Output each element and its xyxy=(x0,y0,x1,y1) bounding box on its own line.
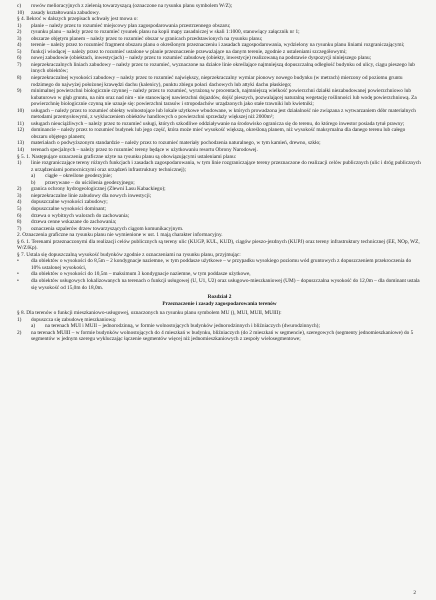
list-item-number: 9) xyxy=(17,88,22,95)
list-item-number: • xyxy=(17,258,19,265)
paragraph-5-1: § 5. 1. Następujące oznaczenia graficzne użyte na rysunku planu są obowiązującymi ustaleniami planu: xyxy=(17,153,237,160)
list-item-text: granica ochrony hydrogeologicznej (Zlewni Lasu Kabackiego); xyxy=(31,186,166,193)
list-item xyxy=(17,88,422,108)
list-item-number: 2) xyxy=(17,329,22,336)
list-item-text: nieprzekraczalnych liniach zabudowy – należy przez to rozumieć, wyznaczone na działce linie określające najmniejszą dopuszczalną odległość budynku od ulicy, ciągu pieszego lub innych obiektów; xyxy=(31,61,415,75)
list-item-number: 10) xyxy=(17,107,25,114)
list-item-number: 8) xyxy=(17,219,22,226)
chapter-title: Rozdział 2 xyxy=(207,294,232,301)
list-item xyxy=(17,108,422,121)
list-item-text: materiałach o podwyższonym standardzie – należy przez to rozumieć materiały pochodzenia naturalnego, w tym kamień, drewno, szkło; xyxy=(31,140,321,147)
list-item-number: 7) xyxy=(17,61,22,68)
list-item-number: 2) xyxy=(17,29,22,36)
paragraph-6-1: § 6. 1. Terenami przeznaczonymi dla realizacji celów publicznych są tereny ulic (KUGP, KUL, KUD), ciągów pieszo-jezdnych (KUPJ) oraz tereny infrastruktury technicznej (EE, NOp, WZ, W/Z/Kp). xyxy=(17,238,420,252)
list-item-number: 8) xyxy=(17,75,22,82)
chapter-subtitle: Przeznaczenie i zasady zagospodarowania terenów xyxy=(162,300,277,307)
list-item xyxy=(17,330,422,343)
list-item-number: 1) xyxy=(17,22,22,29)
list-item-text: dominancie – należy przez to rozumieć budynek lub jego część, która może mieć wysokość większą, określoną planem, niż wysokość maksymalna dla danego terenu lub całego obszaru objętego planem; xyxy=(31,127,406,140)
paragraph-4-intro: § 4. Ilekroć w dalszych przepisach uchwały jest mowa o: xyxy=(17,16,138,23)
list-item-number: 3) xyxy=(17,192,22,199)
residential-rules-list xyxy=(17,317,422,343)
list-item-number: c) xyxy=(17,3,22,9)
list-item-text: dopuszczalne wysokości zabudowy; xyxy=(31,199,108,206)
list-item-text: usługach – należy przez to rozumieć obiekty wolnostojące lub lokale użytkowe wbudowane, w których prowadzona jest działalność nie związana z wytwarzaniem dóbr materialnych metodami przemysłowymi, z wykluczeniem obiektów handlowych o powierzchni sprzedaży większej niż 2000m²; xyxy=(31,107,416,121)
list-item-number: 5) xyxy=(17,205,22,212)
list-item-number: 1) xyxy=(17,316,22,323)
list-item xyxy=(17,75,422,88)
list-item-text: dopuszcza się zabudowę mieszkaniową: xyxy=(31,316,117,323)
list-item-text: zasady kształtowania zabudowy. xyxy=(31,9,100,16)
list-item-text: nowej zabudowie (obiektach, inwestycjach) – należy przez to rozumieć zabudowę (obiekty, inwestycje) realizowaną na podstawie dyspozycji niniejszego planu; xyxy=(31,55,372,62)
list-item-text: drzewa cenne wskazane do zachowania; xyxy=(31,219,117,226)
list-item-number: 4) xyxy=(17,42,22,49)
list-item-number: 7) xyxy=(17,225,22,232)
list-item xyxy=(17,278,422,291)
list-item-number: 12) xyxy=(17,127,25,134)
list-item-number: 11) xyxy=(17,120,24,127)
list-item-text: dla obiektów usługowych lokalizowanych na terenach o funkcji usługowej (U, U1, U2) oraz usługowo-mieszkaniowej (UM) – dopuszczalna wysokość do 12,0m – dla dominant ustala się wysokość od 15,0m do 18,0m. xyxy=(31,277,420,291)
list-item-text: obszarze objętym planem – należy przez to rozumieć obszar w granicach przedstawionych na rysunku planu; xyxy=(31,35,263,42)
list-item-number: a) xyxy=(31,323,36,330)
list-item-number: • xyxy=(17,277,19,284)
list-item-text: nieprzekraczalnej wysokości zabudowy – należy przez to rozumieć największy, nieprzekraczalny wymiar pionowy nowego budynku (w metrach) mierzony od poziomu gruntu rodzimego do najwyżej położonej krawędzi dachu (kalenicy), punktu zbiegu połaci dachowych lub attyki dachu płaskiego; xyxy=(31,75,403,88)
list-item-number: 5) xyxy=(17,48,22,55)
list-item-text: minimalnej powierzchni biologicznie czynnej – należy przez to rozumieć, wyrażoną w procentach, najmniejszą wielkość powierzchni działki niezabudowanej powierzchniowo lub kubaturowo w głąb gruntu, na nim oraz nad nim - nie stanowiącej nawierzchni dojazdów, dojść pieszych, pozwalającej naturalną wegetację roślinności lub wodę powierzchniową. Za powierzchnię biologicznie czynną nie uznaje się: powierzchni tarasów i stropodachów urządzonych jako stałe trawniki lub kwietniki; xyxy=(31,88,417,108)
height-rules-list xyxy=(17,258,422,291)
list-item-text: funkcji wiodącej – należy przez to rozumieć ustalone w planie przeznaczenie przeważające na danym terenie, zgodnie z ustaleniami szczegółowymi; xyxy=(31,48,347,55)
list-item xyxy=(17,127,422,140)
page-number: 2 xyxy=(413,590,416,597)
list-item-number: a) xyxy=(31,173,36,180)
list-item xyxy=(17,62,422,75)
list-item xyxy=(17,160,422,173)
list-item-text: dopuszczalne wysokości dominant; xyxy=(31,205,107,212)
list-item-text: nieprzekraczalne linie zabudowy dla nowych inwestycji; xyxy=(31,192,152,199)
list-item-text: terenach specjalnych – należy przez to rozumieć tereny będące w użytkowaniu resortu Obrony Narodowej. xyxy=(31,147,258,154)
list-item-text: rysunku planu – należy przez to rozumieć rysunek planu na kopii mapy zasadniczej w skali 1:1000, stanowiący załącznik nr 1; xyxy=(31,29,300,36)
list-item xyxy=(17,147,422,154)
paragraph-8-intro: § 8. Dla terenów o funkcji mieszkaniowo-usługowej, oznaczonych na rysunku planu symbolem MU (), MUI, MUII, MUIII): xyxy=(17,310,282,317)
paragraph-5-2: 2. Oznaczenia graficzne na rysunku planu nie wymienione w ust. 1 mają charakter informacyjny. xyxy=(17,232,223,239)
list-item-text: przerywane – do uściślenia geodezyjnego; xyxy=(45,179,135,186)
list-item-number: 2) xyxy=(17,186,22,193)
list-item-text: linie rozgraniczające tereny różnych funkcjach i zasadach zagospodarowania, w tym linie rozgraniczające tereny przeznaczone do realizacji celów publicznych (ulic i dróg publicznych z urządzeniami pomocniczymi oraz urządzeń infrastruktury technicznej); xyxy=(31,160,421,173)
list-item-number: 10) xyxy=(17,9,25,16)
list-item-text: dla obiektów o wysokości do 8,5m – 2 kondygnacje naziemne, w tym poddasze użytkowe – w przypadku wysokiego poziomu wód gruntowych z dopuszczeniem przekroczenia do 10% ustalonej wysokości, xyxy=(31,258,412,271)
list-item-text: na terenach MUI i MUII – jednorodzinną, w formie wolnostojących budynków jednorodzinnych i bliźniaczych (dwurodzinnych); xyxy=(45,323,320,330)
list-item-number: 1) xyxy=(17,160,22,167)
list-item-text: terenie – należy przez to rozumieć fragment obszaru planu o określonym przeznaczeniu i zasadach zagospodarowania, wydzielony na rysunku planu liniami rozgraniczającymi; xyxy=(31,42,405,49)
list-item-number: 14) xyxy=(17,147,25,154)
list-item-text: drzewa o wybitnych walorach do zachowania; xyxy=(31,212,130,219)
list-item-number: • xyxy=(17,271,19,278)
list-item-number: 13) xyxy=(17,140,25,147)
list-item-text: ciągłe – określone geodezyjnie; xyxy=(45,173,112,180)
list-item-text: dla obiektów o wysokości do 10,5m – maksimum 3 kondygnacje naziemne, w tym poddasze użytkowe, xyxy=(31,271,251,278)
list-item-number: b) xyxy=(31,179,36,186)
list-item-number: 3) xyxy=(17,35,22,42)
list-item xyxy=(17,258,422,271)
list-item-number: 6) xyxy=(17,55,22,62)
list-item-text: rowów melioracyjnych z zielenią towarzyszącą (oznaczone na rysunku planu symbolem W/Z); xyxy=(31,3,233,9)
definitions-list xyxy=(17,23,422,154)
list-item-text: planie – należy przez to rozumieć miejscowy plan zagospodarowania przestrzennego obszaru; xyxy=(31,22,231,29)
list-item-number: 4) xyxy=(17,199,22,206)
paragraph-7: § 7. Ustala się dopuszczalną wysokość budynków zgodnie z oznaczeniami na rysunku planu, przyjmując: xyxy=(17,251,241,258)
intro-list xyxy=(17,3,422,16)
graphic-symbols-list xyxy=(17,160,422,232)
list-item-text: na terenach MUIII – w formie budynków wolnostojących do 4 mieszkań w budynku, bliźniaczych (do 2 mieszkań w segmencie), szeregowych (segmenty jednomieszkaniowe) do 5 segmentów w jednym szeregu wykluczając łączenie segmentów więcej niż jednomieszkaniowych z zespoły wielosegmentowe; xyxy=(31,329,414,343)
list-item-text: oznaczenia szpalerów drzew towarzyszących ciągom komunikacyjnym. xyxy=(31,225,184,232)
list-item-text: usługach nieuciążliwych – należy przez to rozumieć usługi, których szkodliwe oddziaływanie na środowisko ogranicza się do terenu, do którego inwestor posiada tytuł prawny; xyxy=(31,120,405,127)
list-item-number: 6) xyxy=(17,212,22,219)
